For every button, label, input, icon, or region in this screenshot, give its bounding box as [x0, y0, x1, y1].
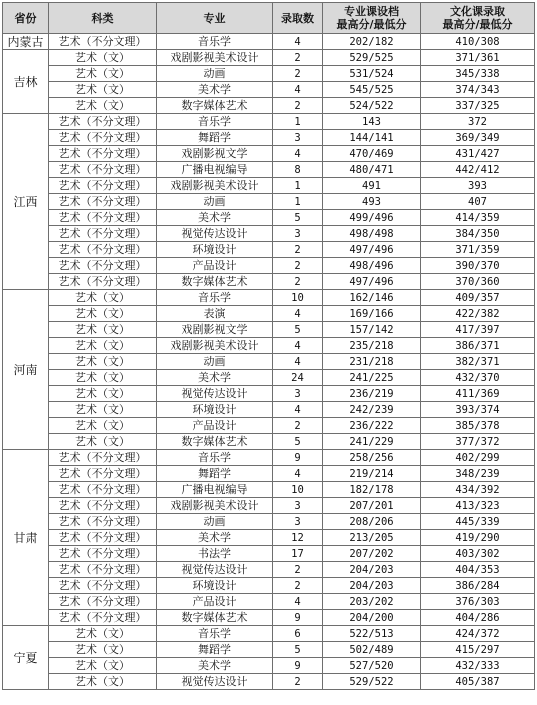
cultural-score-cell: 376/303 — [421, 594, 535, 610]
province-cell: 吉林 — [3, 50, 49, 114]
category-cell: 艺术（文） — [49, 386, 157, 402]
enrolled-count-cell: 4 — [273, 402, 323, 418]
category-cell: 艺术（不分文理） — [49, 562, 157, 578]
table-row — [3, 418, 535, 434]
major-cell: 环境设计 — [157, 402, 273, 418]
cultural-score-cell: 407 — [421, 194, 535, 210]
enrolled-count-cell: 12 — [273, 530, 323, 546]
cultural-score-cell: 445/339 — [421, 514, 535, 530]
category-cell: 艺术（文） — [49, 674, 157, 690]
enrolled-count-cell: 3 — [273, 386, 323, 402]
table-row — [3, 66, 535, 82]
category-cell: 艺术（文） — [49, 322, 157, 338]
major-cell: 舞蹈学 — [157, 130, 273, 146]
enrolled-count-cell: 4 — [273, 354, 323, 370]
enrolled-count-cell: 24 — [273, 370, 323, 386]
province-cell: 内蒙古 — [3, 34, 49, 50]
professional-score-cell: 493 — [323, 194, 421, 210]
cultural-score-cell: 419/290 — [421, 530, 535, 546]
header-professional-line1: 专业课设档 — [344, 5, 399, 18]
category-cell: 艺术（不分文理） — [49, 274, 157, 290]
header-province: 省份 — [3, 3, 49, 34]
professional-score-cell: 258/256 — [323, 450, 421, 466]
table-row — [3, 354, 535, 370]
table-row — [3, 290, 535, 306]
enrolled-count-cell: 3 — [273, 130, 323, 146]
major-cell: 产品设计 — [157, 594, 273, 610]
major-cell: 音乐学 — [157, 626, 273, 642]
major-cell: 美术学 — [157, 210, 273, 226]
cultural-score-cell: 431/427 — [421, 146, 535, 162]
cultural-score-cell: 371/359 — [421, 242, 535, 258]
enrolled-count-cell: 2 — [273, 258, 323, 274]
major-cell: 产品设计 — [157, 258, 273, 274]
header-major: 专业 — [157, 3, 273, 34]
category-cell: 艺术（不分文理） — [49, 482, 157, 498]
table-row — [3, 130, 535, 146]
major-cell: 产品设计 — [157, 418, 273, 434]
major-cell: 戏剧影视美术设计 — [157, 498, 273, 514]
cultural-score-cell: 409/357 — [421, 290, 535, 306]
category-cell: 艺术（不分文理） — [49, 146, 157, 162]
enrolled-count-cell: 8 — [273, 162, 323, 178]
cultural-score-cell: 417/397 — [421, 322, 535, 338]
header-enrolled: 录取数 — [273, 3, 323, 34]
category-cell: 艺术（文） — [49, 370, 157, 386]
major-cell: 视觉传达设计 — [157, 674, 273, 690]
major-cell: 美术学 — [157, 530, 273, 546]
enrolled-count-cell: 5 — [273, 210, 323, 226]
cultural-score-cell: 432/370 — [421, 370, 535, 386]
major-cell: 戏剧影视文学 — [157, 322, 273, 338]
table-row — [3, 514, 535, 530]
major-cell: 动画 — [157, 66, 273, 82]
professional-score-cell: 527/520 — [323, 658, 421, 674]
professional-score-cell: 522/513 — [323, 626, 421, 642]
category-cell: 艺术（不分文理） — [49, 194, 157, 210]
cultural-score-cell: 432/333 — [421, 658, 535, 674]
enrolled-count-cell: 1 — [273, 178, 323, 194]
professional-score-cell: 235/218 — [323, 338, 421, 354]
category-cell: 艺术（文） — [49, 98, 157, 114]
admission-scores-table — [2, 2, 535, 690]
professional-score-cell: 157/142 — [323, 322, 421, 338]
major-cell: 表演 — [157, 306, 273, 322]
major-cell: 音乐学 — [157, 114, 273, 130]
enrolled-count-cell: 9 — [273, 610, 323, 626]
table-row — [3, 306, 535, 322]
table-row — [3, 466, 535, 482]
major-cell: 戏剧影视文学 — [157, 146, 273, 162]
enrolled-count-cell: 10 — [273, 482, 323, 498]
cultural-score-cell: 410/308 — [421, 34, 535, 50]
enrolled-count-cell: 2 — [273, 242, 323, 258]
major-cell: 视觉传达设计 — [157, 386, 273, 402]
category-cell: 艺术（文） — [49, 338, 157, 354]
cultural-score-cell: 384/350 — [421, 226, 535, 242]
cultural-score-cell: 382/371 — [421, 354, 535, 370]
professional-score-cell: 502/489 — [323, 642, 421, 658]
enrolled-count-cell: 1 — [273, 194, 323, 210]
professional-score-cell: 236/222 — [323, 418, 421, 434]
table-row — [3, 50, 535, 66]
cultural-score-cell: 422/382 — [421, 306, 535, 322]
enrolled-count-cell: 4 — [273, 338, 323, 354]
enrolled-count-cell: 9 — [273, 450, 323, 466]
table-row — [3, 642, 535, 658]
professional-score-cell: 491 — [323, 178, 421, 194]
professional-score-cell: 480/471 — [323, 162, 421, 178]
professional-score-cell: 497/496 — [323, 242, 421, 258]
professional-score-cell: 531/524 — [323, 66, 421, 82]
cultural-score-cell: 348/239 — [421, 466, 535, 482]
table-row — [3, 434, 535, 450]
enrolled-count-cell: 2 — [273, 418, 323, 434]
enrolled-count-cell: 5 — [273, 642, 323, 658]
cultural-score-cell: 411/369 — [421, 386, 535, 402]
category-cell: 艺术（不分文理） — [49, 530, 157, 546]
category-cell: 艺术（不分文理） — [49, 578, 157, 594]
cultural-score-cell: 386/284 — [421, 578, 535, 594]
major-cell: 动画 — [157, 194, 273, 210]
category-cell: 艺术（文） — [49, 354, 157, 370]
category-cell: 艺术（不分文理） — [49, 210, 157, 226]
professional-score-cell: 499/496 — [323, 210, 421, 226]
province-cell: 河南 — [3, 290, 49, 450]
cultural-score-cell: 442/412 — [421, 162, 535, 178]
enrolled-count-cell: 9 — [273, 658, 323, 674]
table-row — [3, 610, 535, 626]
major-cell: 美术学 — [157, 82, 273, 98]
enrolled-count-cell: 4 — [273, 306, 323, 322]
header-cultural-score — [421, 3, 535, 34]
cultural-score-cell: 404/286 — [421, 610, 535, 626]
major-cell: 动画 — [157, 354, 273, 370]
major-cell: 视觉传达设计 — [157, 226, 273, 242]
table-row — [3, 626, 535, 642]
major-cell: 视觉传达设计 — [157, 562, 273, 578]
cultural-score-cell: 414/359 — [421, 210, 535, 226]
category-cell: 艺术（不分文理） — [49, 34, 157, 50]
cultural-score-cell: 413/323 — [421, 498, 535, 514]
category-cell: 艺术（不分文理） — [49, 114, 157, 130]
cultural-score-cell: 390/370 — [421, 258, 535, 274]
table-row — [3, 530, 535, 546]
enrolled-count-cell: 10 — [273, 290, 323, 306]
table-row — [3, 98, 535, 114]
header-professional-line2: 最高分/最低分 — [336, 18, 407, 31]
professional-score-cell: 231/218 — [323, 354, 421, 370]
cultural-score-cell: 405/387 — [421, 674, 535, 690]
header-row — [3, 3, 535, 34]
professional-score-cell: 144/141 — [323, 130, 421, 146]
enrolled-count-cell: 2 — [273, 578, 323, 594]
enrolled-count-cell: 3 — [273, 498, 323, 514]
table-row — [3, 258, 535, 274]
cultural-score-cell: 386/371 — [421, 338, 535, 354]
cultural-score-cell: 337/325 — [421, 98, 535, 114]
cultural-score-cell: 434/392 — [421, 482, 535, 498]
professional-score-cell: 529/522 — [323, 674, 421, 690]
enrolled-count-cell: 5 — [273, 322, 323, 338]
category-cell: 艺术（不分文理） — [49, 610, 157, 626]
cultural-score-cell: 402/299 — [421, 450, 535, 466]
professional-score-cell: 545/525 — [323, 82, 421, 98]
table-row — [3, 402, 535, 418]
professional-score-cell: 203/202 — [323, 594, 421, 610]
enrolled-count-cell: 6 — [273, 626, 323, 642]
province-cell: 甘肃 — [3, 450, 49, 626]
professional-score-cell: 241/225 — [323, 370, 421, 386]
table-row — [3, 226, 535, 242]
table-row — [3, 338, 535, 354]
professional-score-cell: 236/219 — [323, 386, 421, 402]
major-cell: 广播电视编导 — [157, 162, 273, 178]
cultural-score-cell: 403/302 — [421, 546, 535, 562]
enrolled-count-cell: 1 — [273, 114, 323, 130]
enrolled-count-cell: 2 — [273, 274, 323, 290]
category-cell: 艺术（文） — [49, 50, 157, 66]
major-cell: 数字媒体艺术 — [157, 434, 273, 450]
table-row — [3, 562, 535, 578]
professional-score-cell: 207/201 — [323, 498, 421, 514]
major-cell: 数字媒体艺术 — [157, 98, 273, 114]
category-cell: 艺术（文） — [49, 434, 157, 450]
enrolled-count-cell: 2 — [273, 66, 323, 82]
table-row — [3, 146, 535, 162]
category-cell: 艺术（不分文理） — [49, 546, 157, 562]
cultural-score-cell: 371/361 — [421, 50, 535, 66]
major-cell: 数字媒体艺术 — [157, 610, 273, 626]
table-row — [3, 578, 535, 594]
category-cell: 艺术（不分文理） — [49, 130, 157, 146]
professional-score-cell: 213/205 — [323, 530, 421, 546]
professional-score-cell: 143 — [323, 114, 421, 130]
table-row — [3, 82, 535, 98]
major-cell: 环境设计 — [157, 242, 273, 258]
province-cell: 江西 — [3, 114, 49, 290]
professional-score-cell: 497/496 — [323, 274, 421, 290]
professional-score-cell: 207/202 — [323, 546, 421, 562]
enrolled-count-cell: 4 — [273, 146, 323, 162]
cultural-score-cell: 370/360 — [421, 274, 535, 290]
category-cell: 艺术（不分文理） — [49, 450, 157, 466]
category-cell: 艺术（不分文理） — [49, 514, 157, 530]
province-cell: 宁夏 — [3, 626, 49, 690]
professional-score-cell: 498/496 — [323, 258, 421, 274]
table-row — [3, 546, 535, 562]
enrolled-count-cell: 3 — [273, 514, 323, 530]
table-row — [3, 674, 535, 690]
professional-score-cell: 169/166 — [323, 306, 421, 322]
header-cultural-line1: 文化课录取 — [450, 5, 505, 18]
table-row — [3, 114, 535, 130]
table-row — [3, 450, 535, 466]
category-cell: 艺术（文） — [49, 306, 157, 322]
category-cell: 艺术（不分文理） — [49, 594, 157, 610]
cultural-score-cell: 415/297 — [421, 642, 535, 658]
enrolled-count-cell: 2 — [273, 562, 323, 578]
professional-score-cell: 470/469 — [323, 146, 421, 162]
cultural-score-cell: 393/374 — [421, 402, 535, 418]
major-cell: 音乐学 — [157, 34, 273, 50]
major-cell: 舞蹈学 — [157, 642, 273, 658]
professional-score-cell: 219/214 — [323, 466, 421, 482]
major-cell: 数字媒体艺术 — [157, 274, 273, 290]
major-cell: 环境设计 — [157, 578, 273, 594]
category-cell: 艺术（文） — [49, 418, 157, 434]
table-row — [3, 242, 535, 258]
major-cell: 广播电视编导 — [157, 482, 273, 498]
category-cell: 艺术（不分文理） — [49, 178, 157, 194]
category-cell: 艺术（不分文理） — [49, 258, 157, 274]
category-cell: 艺术（不分文理） — [49, 162, 157, 178]
professional-score-cell: 204/203 — [323, 578, 421, 594]
header-category: 科类 — [49, 3, 157, 34]
enrolled-count-cell: 4 — [273, 34, 323, 50]
table-row — [3, 274, 535, 290]
table-row — [3, 178, 535, 194]
professional-score-cell: 204/203 — [323, 562, 421, 578]
category-cell: 艺术（文） — [49, 642, 157, 658]
enrolled-count-cell: 4 — [273, 82, 323, 98]
major-cell: 美术学 — [157, 658, 273, 674]
professional-score-cell: 202/182 — [323, 34, 421, 50]
table-row — [3, 34, 535, 50]
professional-score-cell: 242/239 — [323, 402, 421, 418]
professional-score-cell: 182/178 — [323, 482, 421, 498]
enrolled-count-cell: 2 — [273, 674, 323, 690]
header-professional-score — [323, 3, 421, 34]
table-row — [3, 370, 535, 386]
table-row — [3, 498, 535, 514]
category-cell: 艺术（文） — [49, 82, 157, 98]
major-cell: 美术学 — [157, 370, 273, 386]
table-row — [3, 594, 535, 610]
header-cultural-line2: 最高分/最低分 — [442, 18, 513, 31]
enrolled-count-cell: 2 — [273, 50, 323, 66]
table-row — [3, 162, 535, 178]
table-row — [3, 322, 535, 338]
cultural-score-cell: 424/372 — [421, 626, 535, 642]
cultural-score-cell: 369/349 — [421, 130, 535, 146]
enrolled-count-cell: 5 — [273, 434, 323, 450]
enrolled-count-cell: 4 — [273, 594, 323, 610]
professional-score-cell: 498/498 — [323, 226, 421, 242]
category-cell: 艺术（不分文理） — [49, 498, 157, 514]
table-row — [3, 482, 535, 498]
category-cell: 艺术（文） — [49, 626, 157, 642]
professional-score-cell: 204/200 — [323, 610, 421, 626]
category-cell: 艺术（文） — [49, 66, 157, 82]
cultural-score-cell: 385/378 — [421, 418, 535, 434]
major-cell: 音乐学 — [157, 290, 273, 306]
category-cell: 艺术（文） — [49, 290, 157, 306]
table-row — [3, 210, 535, 226]
table-row — [3, 386, 535, 402]
major-cell: 戏剧影视美术设计 — [157, 338, 273, 354]
enrolled-count-cell: 2 — [273, 98, 323, 114]
major-cell: 书法学 — [157, 546, 273, 562]
cultural-score-cell: 345/338 — [421, 66, 535, 82]
enrolled-count-cell: 3 — [273, 226, 323, 242]
category-cell: 艺术（文） — [49, 658, 157, 674]
professional-score-cell: 524/522 — [323, 98, 421, 114]
cultural-score-cell: 377/372 — [421, 434, 535, 450]
professional-score-cell: 241/229 — [323, 434, 421, 450]
category-cell: 艺术（不分文理） — [49, 226, 157, 242]
major-cell: 戏剧影视美术设计 — [157, 50, 273, 66]
enrolled-count-cell: 4 — [273, 466, 323, 482]
table-row — [3, 658, 535, 674]
major-cell: 舞蹈学 — [157, 466, 273, 482]
table-row — [3, 194, 535, 210]
category-cell: 艺术（文） — [49, 402, 157, 418]
cultural-score-cell: 372 — [421, 114, 535, 130]
category-cell: 艺术（不分文理） — [49, 242, 157, 258]
category-cell: 艺术（不分文理） — [49, 466, 157, 482]
major-cell: 戏剧影视美术设计 — [157, 178, 273, 194]
major-cell: 音乐学 — [157, 450, 273, 466]
professional-score-cell: 208/206 — [323, 514, 421, 530]
cultural-score-cell: 404/353 — [421, 562, 535, 578]
cultural-score-cell: 393 — [421, 178, 535, 194]
professional-score-cell: 162/146 — [323, 290, 421, 306]
table-body — [3, 34, 535, 690]
professional-score-cell: 529/525 — [323, 50, 421, 66]
cultural-score-cell: 374/343 — [421, 82, 535, 98]
major-cell: 动画 — [157, 514, 273, 530]
enrolled-count-cell: 17 — [273, 546, 323, 562]
